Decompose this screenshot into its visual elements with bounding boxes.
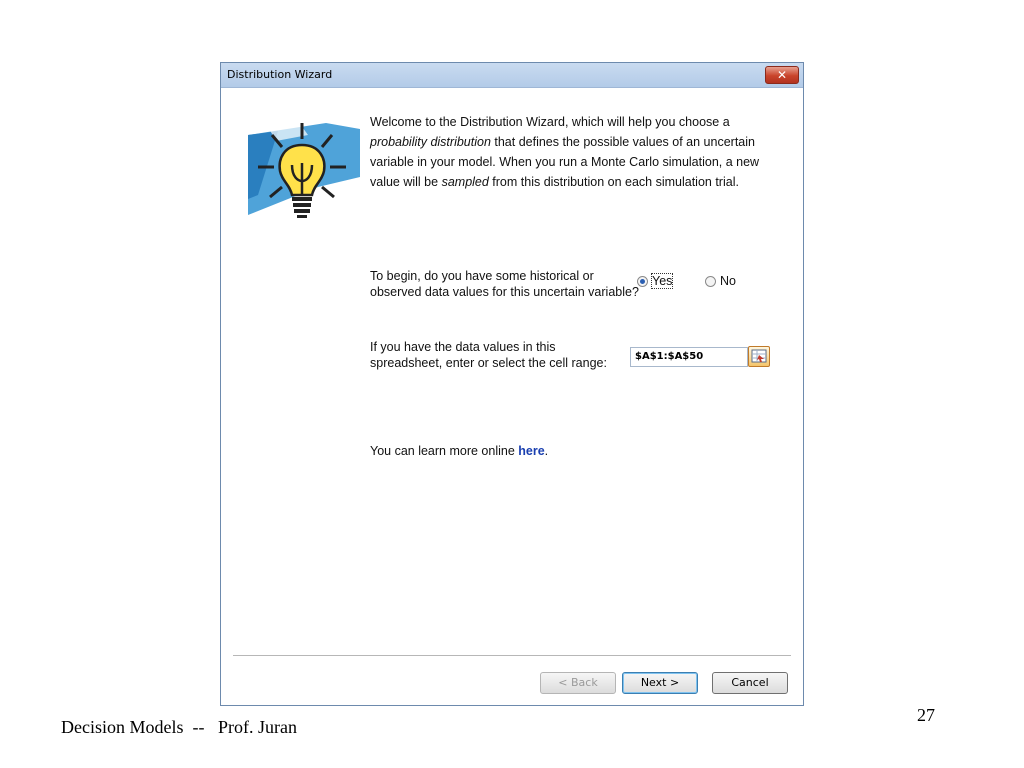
learn-more-prefix: You can learn more online	[370, 444, 519, 458]
page-number: 27	[917, 705, 935, 725]
back-button[interactable]: < Back	[540, 672, 616, 694]
lightbulb-icon	[248, 115, 360, 235]
slide-footer-text: Decision Models -- Prof. Juran	[61, 717, 297, 737]
distribution-wizard-dialog	[220, 62, 804, 706]
intro-part-2: that defines the possible values of an uncertain variable in your model. When you run a Monte Carlo simulation, a new value will be	[370, 135, 760, 189]
footer-divider	[233, 655, 791, 656]
intro-emphasis-probability: probability distribution	[370, 135, 491, 149]
cancel-button[interactable]: Cancel	[712, 672, 788, 694]
radio-yes-indicator[interactable]	[637, 276, 648, 287]
close-button[interactable]: ✕	[765, 66, 799, 84]
cell-range-question: If you have the data values in this spreadsheet, enter or select the cell range:	[370, 340, 607, 370]
dialog-title: Distribution Wizard	[227, 68, 333, 81]
range-select-icon	[749, 347, 769, 366]
intro-part-1: Welcome to the Distribution Wizard, which will help you choose a	[370, 115, 730, 129]
learn-more-link[interactable]: here	[518, 444, 545, 458]
radio-no[interactable]	[705, 274, 736, 288]
radio-yes[interactable]	[637, 274, 672, 288]
learn-more-suffix: .	[544, 444, 549, 458]
range-select-button[interactable]	[748, 346, 770, 367]
next-button[interactable]: Next >	[622, 672, 698, 694]
intro-emphasis-sampled: sampled	[441, 175, 489, 189]
title-bar	[221, 63, 803, 88]
radio-yes-label: Yes	[652, 274, 673, 288]
radio-no-indicator[interactable]	[705, 276, 716, 287]
cell-range-input[interactable]: $A$1:$A$50	[630, 347, 748, 367]
historical-data-question: To begin, do you have some historical or observed data values for this uncertain variable?	[370, 269, 639, 299]
intro-part-3: from this distribution on each simulation trial.	[488, 175, 739, 189]
intro-text	[370, 112, 780, 192]
learn-more-text	[370, 444, 548, 458]
radio-no-label: No	[720, 274, 736, 288]
